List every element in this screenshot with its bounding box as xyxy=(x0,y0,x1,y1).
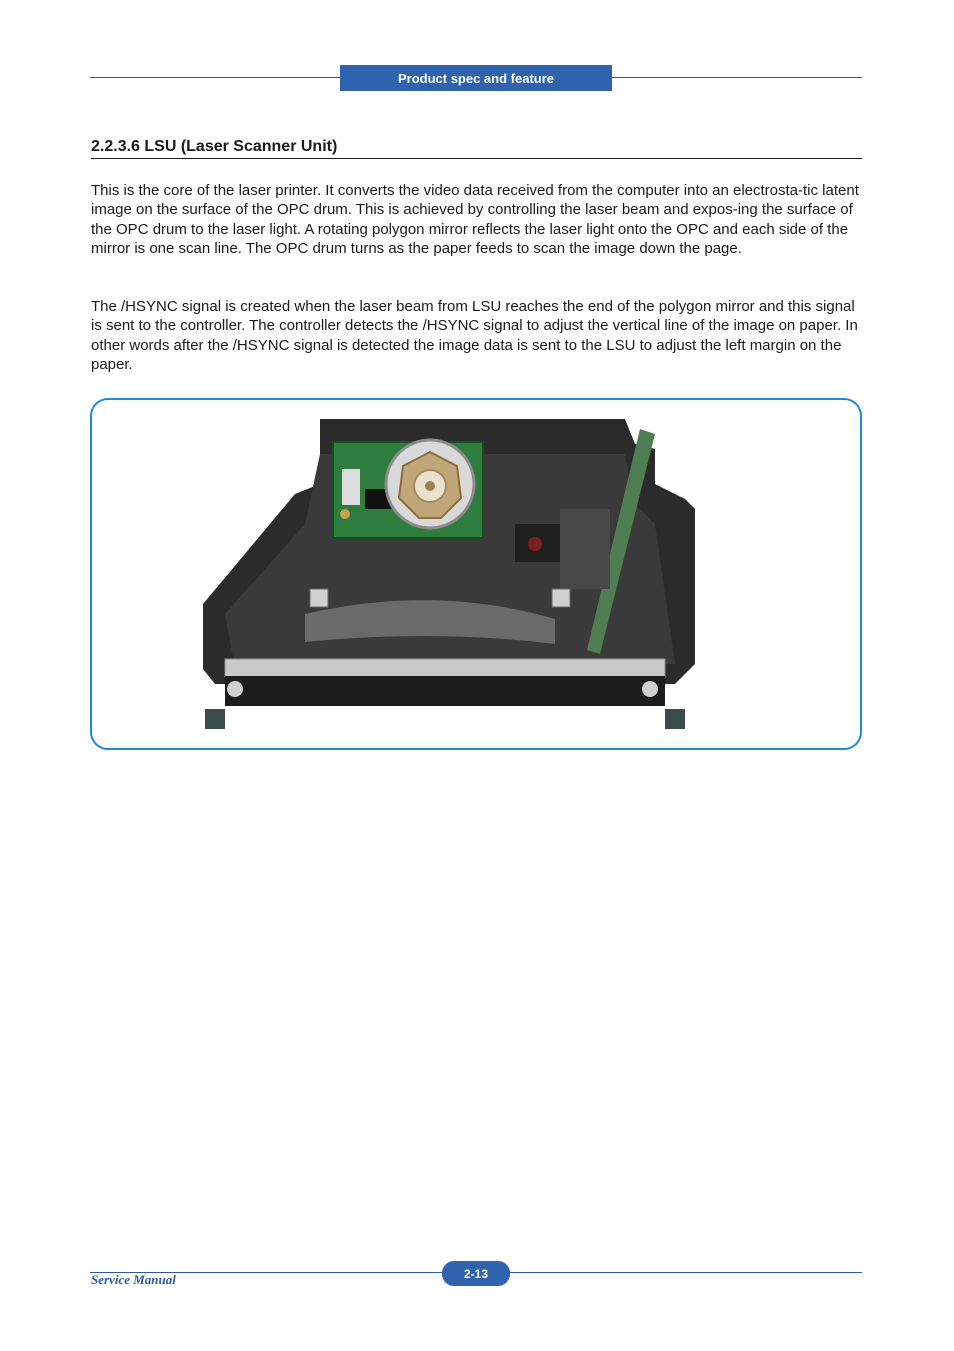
metal-bar xyxy=(225,659,665,677)
paragraph-lsu-description: This is the core of the laser printer. It converts the video data received from the computer into an electrosta-tic latent image on the surface of the OPC drum. This is achieved by controlling the laser beam and expos-ing the surface of the OPC drum to the laser light. A rotating polygon mirror reflects the laser light onto the OPC and each side of the mirror is one scan line. The OPC drum turns as the paper feeds to scan the image down the page. xyxy=(91,182,859,257)
header-section-tab: Product spec and feature xyxy=(340,65,612,91)
figure-frame xyxy=(90,398,862,750)
paragraph-hsync-description: The /HSYNC signal is created when the laser beam from LSU reaches the end of the polygon mirror and this signal is sent to the controller. The controller detects the /HSYNC signal to adjust the vertical line of the image on paper. In other words after the /HSYNC signal is detected the image data is sent to the LSU to adjust the left margin on the paper. xyxy=(91,298,858,373)
lsu-photo xyxy=(195,414,695,734)
footer-label: Service Manual xyxy=(91,1272,176,1287)
section-title: 2.2.3.6 LSU (Laser Scanner Unit) xyxy=(91,138,862,159)
page-number: 2-13 xyxy=(442,1261,510,1286)
